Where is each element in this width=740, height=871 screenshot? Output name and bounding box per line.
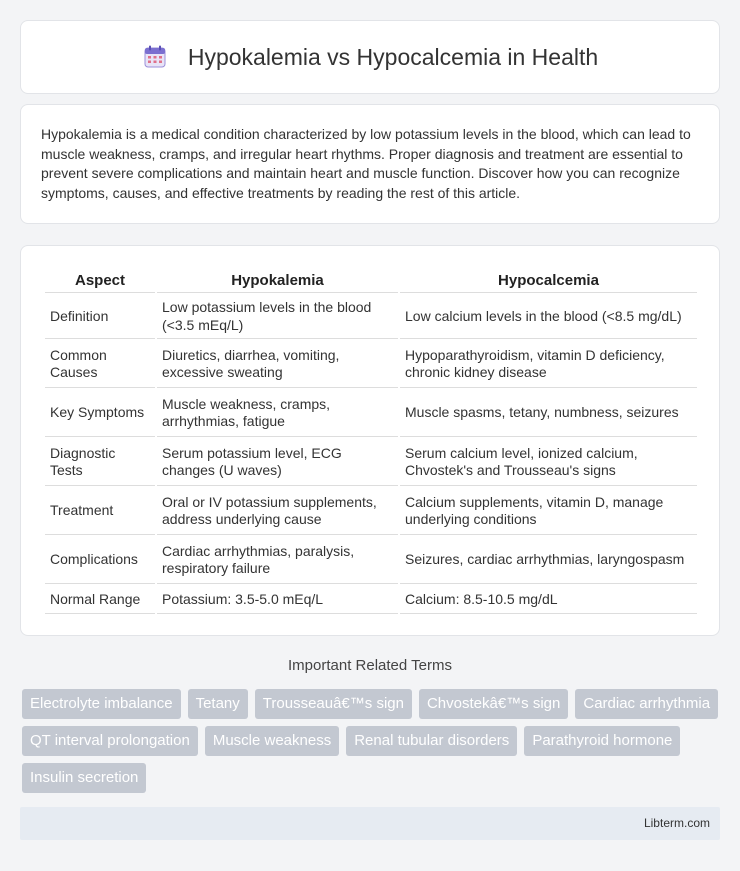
term-tag[interactable]: Parathyroid hormone: [524, 726, 680, 756]
intro-text: Hypokalemia is a medical condition characterized by low potassium levels in the blood, which can lead to muscle weakness, cramps, and irregular heart rhythms. Proper diagnosis and treatment are essential to prevent severe complications and maintain heart and muscle function. Discover how you can recognize symptoms, causes, and effective treatments by reading the rest of this article.: [41, 126, 691, 201]
comparison-table-card: [20, 245, 720, 636]
intro-card: [20, 104, 720, 224]
table-header-row: [45, 268, 697, 293]
comparison-table: [43, 266, 699, 616]
hypocalcemia-cell: Calcium: 8.5-10.5 mg/dL: [400, 586, 697, 614]
term-tag[interactable]: Tetany: [188, 689, 248, 719]
hypokalemia-cell: Muscle weakness, cramps, arrhythmias, fatigue: [157, 390, 398, 437]
header-card: [20, 20, 720, 94]
table-row: [45, 488, 697, 535]
hypokalemia-cell: Oral or IV potassium supplements, address underlying cause: [157, 488, 398, 535]
hypocalcemia-cell: Muscle spasms, tetany, numbness, seizures: [400, 390, 697, 437]
table-row: [45, 537, 697, 584]
hypokalemia-cell: Potassium: 3.5-5.0 mEq/L: [157, 586, 398, 614]
column-header-hypokalemia: Hypokalemia: [157, 268, 398, 293]
term-tag[interactable]: Insulin secretion: [22, 763, 146, 793]
column-header-hypocalcemia: Hypocalcemia: [400, 268, 697, 293]
hypocalcemia-cell: Serum calcium level, ionized calcium, Chvostek's and Trousseau's signs: [400, 439, 697, 486]
hypokalemia-cell: Cardiac arrhythmias, paralysis, respiratory failure: [157, 537, 398, 584]
table-row: [45, 341, 697, 388]
term-tag[interactable]: Muscle weakness: [205, 726, 339, 756]
term-tag[interactable]: Electrolyte imbalance: [22, 689, 181, 719]
title-wrap: [142, 44, 598, 71]
term-tag[interactable]: Renal tubular disorders: [346, 726, 517, 756]
calendar-icon: [142, 44, 168, 70]
aspect-cell: Key Symptoms: [45, 390, 155, 437]
hypocalcemia-cell: Low calcium levels in the blood (<8.5 mg/dL): [400, 295, 697, 339]
table-row: [45, 586, 697, 614]
hypokalemia-cell: Serum potassium level, ECG changes (U waves): [157, 439, 398, 486]
aspect-cell: Diagnostic Tests: [45, 439, 155, 486]
term-tag[interactable]: Trousseauâ€™s sign: [255, 689, 412, 719]
related-terms-list: [22, 689, 722, 793]
table-row: [45, 439, 697, 486]
footer: [20, 807, 720, 840]
table-row: [45, 295, 697, 339]
page-title: Hypokalemia vs Hypocalcemia in Health: [187, 43, 599, 70]
footer-site-link[interactable]: Libterm.com: [643, 816, 710, 830]
hypocalcemia-cell: Calcium supplements, vitamin D, manage underlying conditions: [400, 488, 697, 535]
table-row: [45, 390, 697, 437]
column-header-aspect: Aspect: [45, 268, 155, 293]
term-tag[interactable]: Cardiac arrhythmia: [575, 689, 718, 719]
aspect-cell: Definition: [45, 295, 155, 339]
hypokalemia-cell: Diuretics, diarrhea, vomiting, excessive sweating: [157, 341, 398, 388]
hypocalcemia-cell: Seizures, cardiac arrhythmias, laryngospasm: [400, 537, 697, 584]
aspect-cell: Treatment: [45, 488, 155, 535]
related-terms-heading: Important Related Terms: [288, 657, 452, 674]
aspect-cell: Normal Range: [45, 586, 155, 614]
aspect-cell: Complications: [45, 537, 155, 584]
term-tag[interactable]: Chvostekâ€™s sign: [419, 689, 568, 719]
hypocalcemia-cell: Hypoparathyroidism, vitamin D deficiency, chronic kidney disease: [400, 341, 697, 388]
aspect-cell: Common Causes: [45, 341, 155, 388]
term-tag[interactable]: QT interval prolongation: [22, 726, 198, 756]
hypokalemia-cell: Low potassium levels in the blood (<3.5 mEq/L): [157, 295, 398, 339]
